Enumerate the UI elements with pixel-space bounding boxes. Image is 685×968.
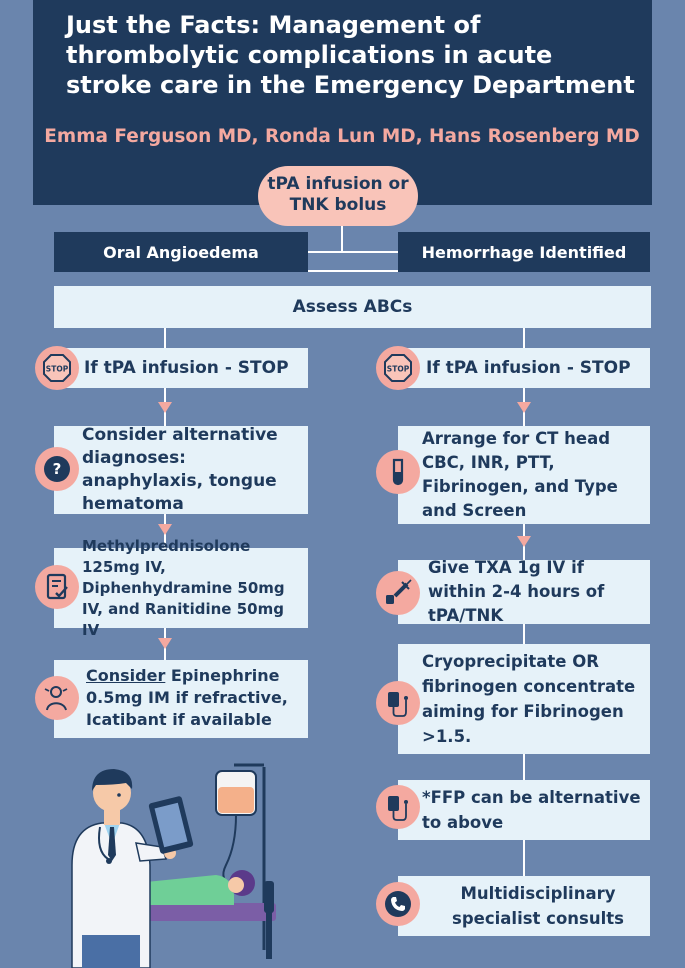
start-line-2: TNK bolus <box>289 195 387 215</box>
left-step-alternatives <box>54 426 308 514</box>
right-step-stop-label: If tPA infusion - STOP <box>426 357 631 378</box>
right-step-txa <box>398 560 650 624</box>
right-step-consults <box>398 876 650 936</box>
title-line-1: Just the Facts: Management of <box>66 11 481 39</box>
iv-bag-icon <box>376 785 420 829</box>
assess-abcs-box <box>54 286 651 328</box>
test-tube-icon <box>376 450 420 494</box>
branch-heading-hemorrhage <box>398 232 650 272</box>
left-step-epinephrine <box>54 660 308 738</box>
left-step-alternatives-label: Consider alternative diagnoses: anaphylaxis, tongue hematoma <box>82 425 278 514</box>
branch-heading-angioedema <box>54 232 308 272</box>
connector-right-top <box>523 327 525 349</box>
branch-heading-angioedema-label: Oral Angioedema <box>103 242 259 262</box>
arrow-down-left-3 <box>158 638 172 649</box>
doctor-patient-illustration <box>66 755 296 968</box>
left-step-stop <box>54 348 308 388</box>
connector-left-top <box>164 327 166 349</box>
svg-text:?: ? <box>52 460 62 478</box>
start-node <box>258 166 418 226</box>
consider-underlined: Consider <box>86 666 166 685</box>
connector-start-down <box>341 226 343 252</box>
left-step-epinephrine-label: Epinephrine 0.5mg IM if refractive, Icatibant if available <box>86 666 288 729</box>
person-allergy-icon <box>35 676 79 720</box>
right-step-txa-label: Give TXA 1g IV if within 2-4 hours of tPA/TNK <box>428 558 605 625</box>
start-line-1: tPA infusion or <box>267 174 409 194</box>
authors: Emma Ferguson MD, Ronda Lun MD, Hans Rosenberg MD <box>44 126 640 147</box>
right-step-ct-head-label: Arrange for CT head CBC, INR, PTT, Fibrinogen, and Type and Screen <box>422 429 618 520</box>
question-icon <box>35 447 79 491</box>
left-step-stop-label: If tPA infusion - STOP <box>84 357 289 378</box>
right-step-ffp <box>398 780 650 840</box>
left-step-medications-label: Methylprednisolone 125mg IV, Diphenhydramine 50mg IV, and Ranitidine 50mg IV <box>82 536 285 639</box>
svg-text:STOP: STOP <box>386 364 410 374</box>
arrow-down-left-1 <box>158 402 172 413</box>
checklist-icon <box>35 565 79 609</box>
right-step-ffp-label: *FFP can be alternative to above <box>422 788 641 832</box>
assess-abcs-label: Assess ABCs <box>292 297 413 317</box>
iv-bag-icon <box>376 681 420 725</box>
right-step-stop <box>398 348 650 388</box>
branch-heading-hemorrhage-label: Hemorrhage Identified <box>421 242 627 262</box>
syringe-icon <box>376 571 420 615</box>
title-line-3: stroke care in the Emergency Department <box>66 71 635 99</box>
stop-sign-icon <box>376 346 420 390</box>
left-step-medications <box>54 536 308 639</box>
arrow-down-right-1 <box>517 402 531 413</box>
arrow-down-left-2 <box>158 524 172 535</box>
right-step-cryo <box>398 644 650 754</box>
right-step-cryo-label: Cryoprecipitate OR fibrinogen concentrate aiming for Fibrinogen >1.5. <box>422 652 636 746</box>
arrow-down-right-2 <box>517 536 531 547</box>
right-step-ct-head <box>398 426 650 524</box>
title-line-2: thrombolytic complications in acute <box>66 41 553 69</box>
stop-sign-icon <box>35 346 79 390</box>
page-title <box>66 10 646 100</box>
right-step-consults-label: Multidisciplinary specialist consults <box>452 884 624 928</box>
svg-text:STOP: STOP <box>45 364 69 374</box>
phone-icon <box>376 882 420 926</box>
